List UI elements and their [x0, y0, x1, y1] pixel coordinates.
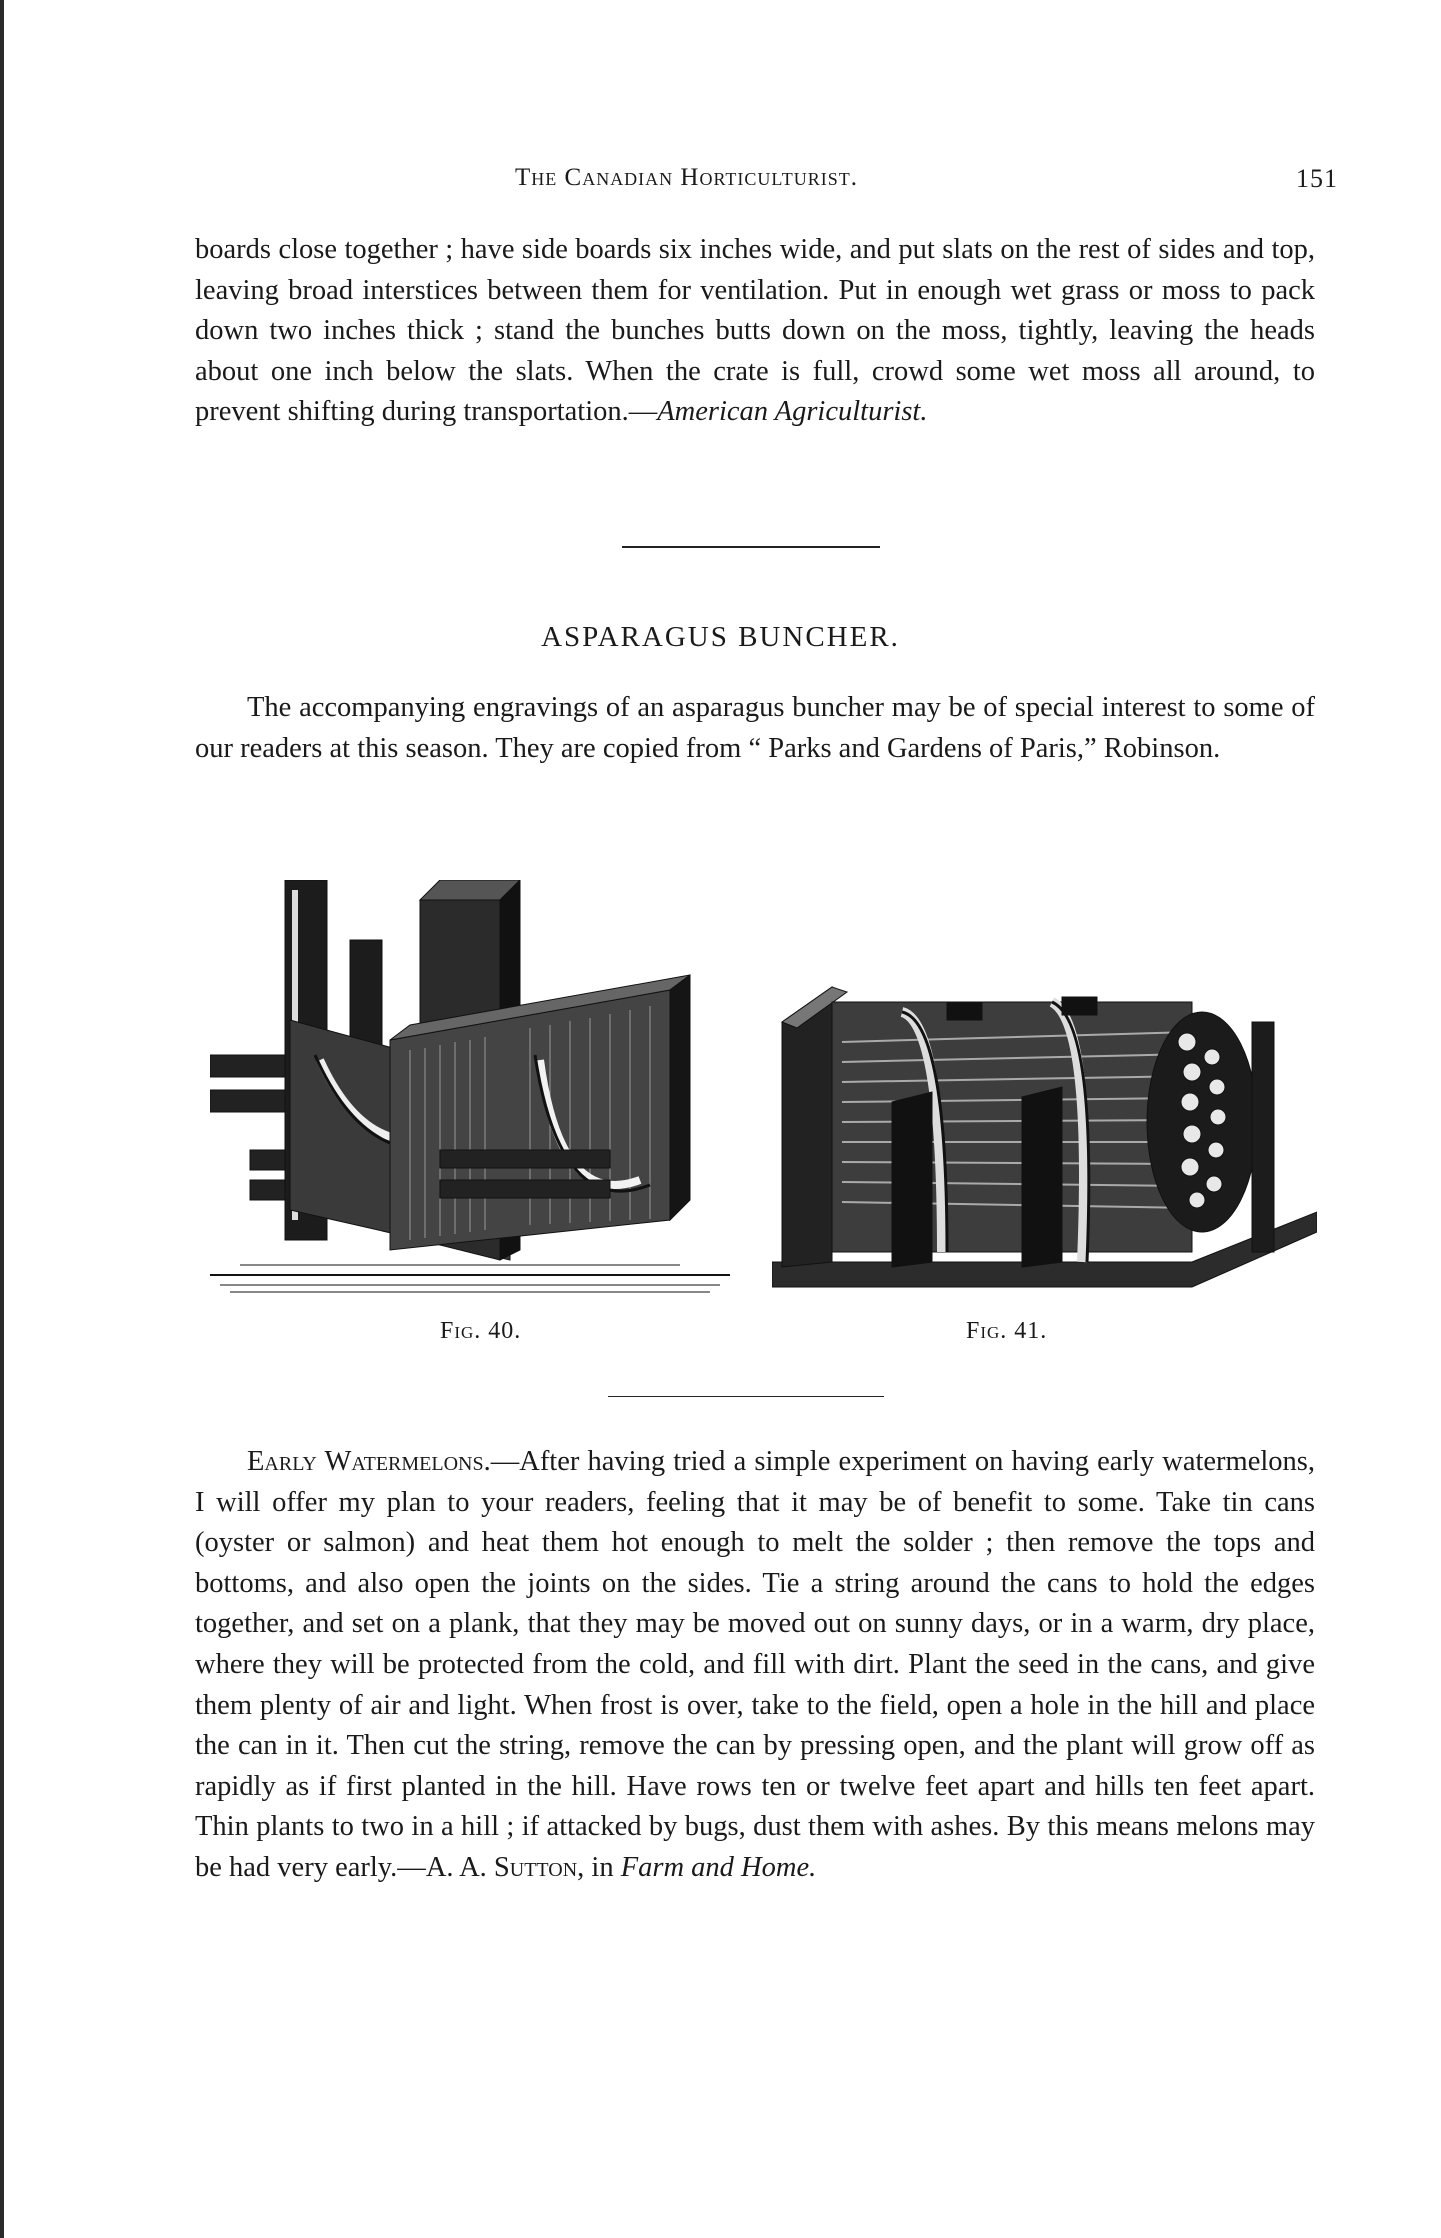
paragraph-lead: Early Watermelons. — [247, 1446, 491, 1477]
asparagus-buncher-frame-engraving — [210, 880, 740, 1300]
running-head — [0, 164, 1441, 204]
journal-title: The Canadian Horticulturist. — [515, 164, 858, 191]
paragraph-text: —After having tried a simple experiment on having early watermelons, I will offer my plan to your readers, feeling that it may be of benefit to some. Take tin cans (oyster or salmon) and heat them hot enough to melt the solder ; then remove the tops and bottoms, and also open the joints on the sides. Tie a string around the cans to hold the edges together, and set on a plank, that they may be moved out on sunny days, or in a warm, dry place, where they will be protected from the cold, and fill with dirt. Plant the seed in the cans, and give them plenty of air and light. When frost is over, take to the field, open a hole in the hill and place the can in it. Then cut the string, remove the can by pressing open, and the plant will grow off as rapidly as if first planted in the hill. Have rows ten or twelve feet apart and hills ten feet apart. Thin plants to two in a hill ; if attacked by bugs, dust them with ashes. By this means melons may be had very early.— — [195, 1446, 1315, 1883]
paragraph-asparagus-intro: The accompanying engravings of an asparagus buncher may be of special interest to some of our readers at this season. They are copied from “ Parks and Gardens of Paris,” Robinson. — [195, 692, 1315, 764]
section-divider-2 — [608, 1396, 884, 1397]
section-divider — [622, 546, 880, 548]
author-name: A. A. Sutton — [425, 1851, 578, 1883]
page-binding-edge — [0, 0, 4, 2238]
connector-text: , in — [577, 1851, 621, 1883]
section-heading: ASPARAGUS BUNCHER. — [541, 621, 900, 653]
paragraph-early-watermelons — [195, 1442, 1315, 1889]
source-citation: Farm and Home. — [620, 1851, 817, 1883]
paragraph-text: boards close together ; have side boards six inches wide, and put slats on the rest of sides and top, leaving broad interstices between them for ventilation. Put in enough wet grass or moss to pack down two inches thick ; stand the bunches butts down on the moss, tightly, leaving the heads about one inch below the slats. When the crate is full, crowd some wet moss all around, to prevent shifting during transportation.— — [195, 234, 1315, 428]
page-number: 151 — [1296, 164, 1338, 193]
asparagus-bundle-in-buncher-engraving — [772, 962, 1317, 1292]
source-citation: American Agriculturist. — [657, 396, 928, 428]
figure-caption-41: Fig. 41. — [966, 1318, 1048, 1344]
figure-caption-40: Fig. 40. — [440, 1318, 522, 1344]
paragraph-crate-packing — [195, 230, 1315, 433]
